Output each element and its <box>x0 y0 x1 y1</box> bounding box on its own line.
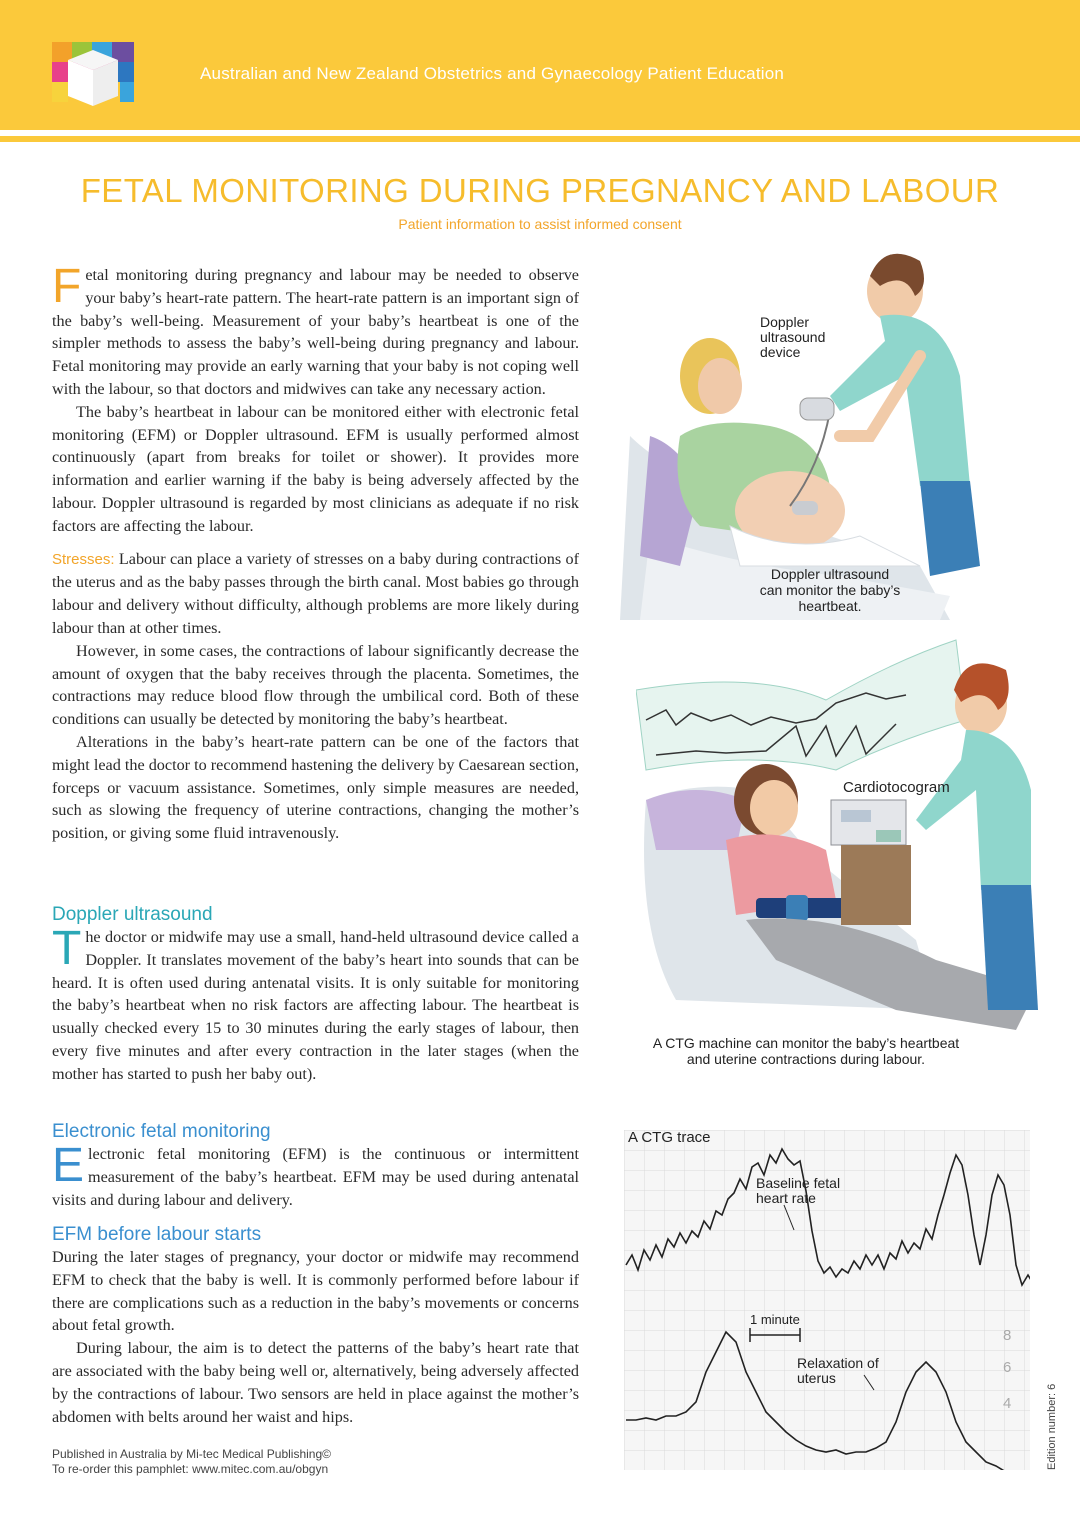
stresses-text: Labour can place a variety of stresses on a baby during contractions of the uterus and as the baby passes through the birth canal. Most babies go through labour and delivery without difficulty, although problems are more likely during labour than at other times. <box>52 549 579 637</box>
book-cube-logo <box>48 36 138 108</box>
scale-6: 6 <box>1003 1359 1012 1376</box>
caption-line: heartbeat. <box>798 598 862 614</box>
doppler-device-label <box>760 315 825 360</box>
doppler-section <box>52 904 579 1086</box>
doppler-heading: Doppler ultrasound <box>52 904 213 925</box>
footer-publisher: Published in Australia by Mi-tec Medical Publishing© <box>52 1447 331 1461</box>
label-line: device <box>760 344 801 360</box>
caption-line: Doppler ultrasound <box>770 566 890 582</box>
relaxation-label <box>797 1356 879 1386</box>
intro-paragraph-1 <box>52 260 579 401</box>
efm-before-section <box>52 1224 579 1428</box>
dropcap: T <box>52 922 82 975</box>
footer-reorder: To re-order this pamphlet: www.mitec.com.au/obgyn <box>52 1462 329 1476</box>
dropcap: F <box>52 260 82 313</box>
scale-8: 8 <box>1003 1327 1012 1344</box>
doppler-caption <box>740 566 920 614</box>
intro-section <box>52 260 579 845</box>
efm-before-paragraph-1: During the later stages of pregnancy, your doctor or midwife may recommend EFM to check that the baby is well. It is commonly performed before labour if there are complications such as a reduction in the baby’s movements or concerns about fetal growth. <box>52 1248 579 1335</box>
doppler-illustration <box>620 236 1060 620</box>
dropcap: E <box>52 1139 85 1192</box>
efm-heading: Electronic fetal monitoring <box>52 1121 271 1142</box>
header-stripe <box>0 136 1080 142</box>
stresses-paragraph-3: Alterations in the baby’s heart-rate pattern can be one of the factors that might lead the doctor to recommend hastening the delivery by Caesarean section, forceps or vacuum assistance. Sometimes, only simple measures are needed, such as slowing the frequency of uterine contractions, changing the mother’s position, or giving some fluid intravenously. <box>52 732 579 843</box>
doppler-text: he doctor or midwife may use a small, hand-held ultrasound device called a Doppler. It translates movement of the baby’s heart into sounds that can be heard. It is often used during antenatal visits. It is only suitable for monitoring the baby’s heartbeat when no risk factors are affecting labour. The heartbeat is usually checked every 15 to 30 minutes during the early stages of labour, then every five minutes and after every contraction in the later stages (when the mother has started to push her baby out). <box>52 928 579 1083</box>
caption-line: can monitor the baby’s <box>759 582 901 598</box>
footer <box>52 1447 331 1477</box>
stresses-paragraph-1 <box>52 548 579 640</box>
cardiotocogram-label: Cardiotocogram <box>843 779 950 796</box>
intro-paragraph-2: The baby’s heartbeat in labour can be monitored either with electronic fetal monitoring (EFM) or Doppler ultrasound. EFM is usually performed almost continuously (apart from breaks for toilet or shower). It provides more information and earlier warning if the baby is being adversely affected by the labour. Doppler ultrasound is regarded by most clinicians as adequate if no risk factors are affecting the labour. <box>52 402 579 535</box>
caption-line: and uterine contractions during labour. <box>686 1051 926 1067</box>
trace-title: A CTG trace <box>628 1129 711 1146</box>
brand-text: Australian and New Zealand Obstetrics and Gynaecology Patient Education <box>200 64 785 83</box>
efm-before-paragraph-2: During labour, the aim is to detect the patterns of the baby’s heart rate that are associated with the baby being well or, alternatively, being adversely affected by the contractions of labour. Two sensors are held in place against the mother’s abdomen with belts around her waist and hips. <box>52 1339 579 1426</box>
efm-section <box>52 1121 579 1211</box>
efm-text: lectronic fetal monitoring (EFM) is the continuous or intermittent measurement of the baby’s heartbeat. EFM may be used during antenatal visits and during labour and delivery. <box>52 1145 579 1209</box>
caption-line: A CTG machine can monitor the baby’s heartbeat <box>652 1035 960 1051</box>
edition-number: Edition number: 6 <box>1046 1383 1058 1470</box>
ctg-caption <box>616 1035 996 1067</box>
label-line: Baseline fetal <box>756 1175 841 1191</box>
page-title: FETAL MONITORING DURING PREGNANCY AND LABOUR <box>80 172 1000 209</box>
page-subtitle: Patient information to assist informed consent <box>398 216 682 232</box>
intro-text: etal monitoring during pregnancy and labour may be needed to observe your baby’s heart-rate pattern. The heart-rate pattern is an important sign of the baby’s well-being. Measurement of your baby’s heartbeat is one of the simpler methods to assess the baby’s well-being during pregnancy and labour. Fetal monitoring may provide an early warning that your baby is not coping well with the labour, so that doctors and midwives can take any necessary action. <box>52 266 579 398</box>
label-line: uterus <box>797 1370 836 1386</box>
ctg-illustration <box>636 630 1040 1034</box>
label-line: Relaxation of <box>797 1355 879 1371</box>
label-line: Doppler <box>760 314 810 330</box>
label-line: heart rate <box>756 1190 816 1206</box>
doppler-paragraph <box>52 922 579 1086</box>
scale-4: 4 <box>1003 1395 1012 1412</box>
baseline-label <box>756 1176 840 1206</box>
label-line: ultrasound <box>760 329 826 345</box>
efm-paragraph <box>52 1139 579 1211</box>
efm-before-heading: EFM before labour starts <box>52 1224 262 1245</box>
minute-label: 1 minute <box>750 1312 800 1327</box>
stresses-lead: Stresses: <box>52 550 115 568</box>
stresses-paragraph-2: However, in some cases, the contractions of labour significantly decrease the amount of oxygen that the baby receives through the placenta. Sometimes, the contractions may reduce blood flow through the umbilical cord. Both of these conditions can usually be detected by monitoring the baby’s heartbeat. <box>52 641 579 729</box>
